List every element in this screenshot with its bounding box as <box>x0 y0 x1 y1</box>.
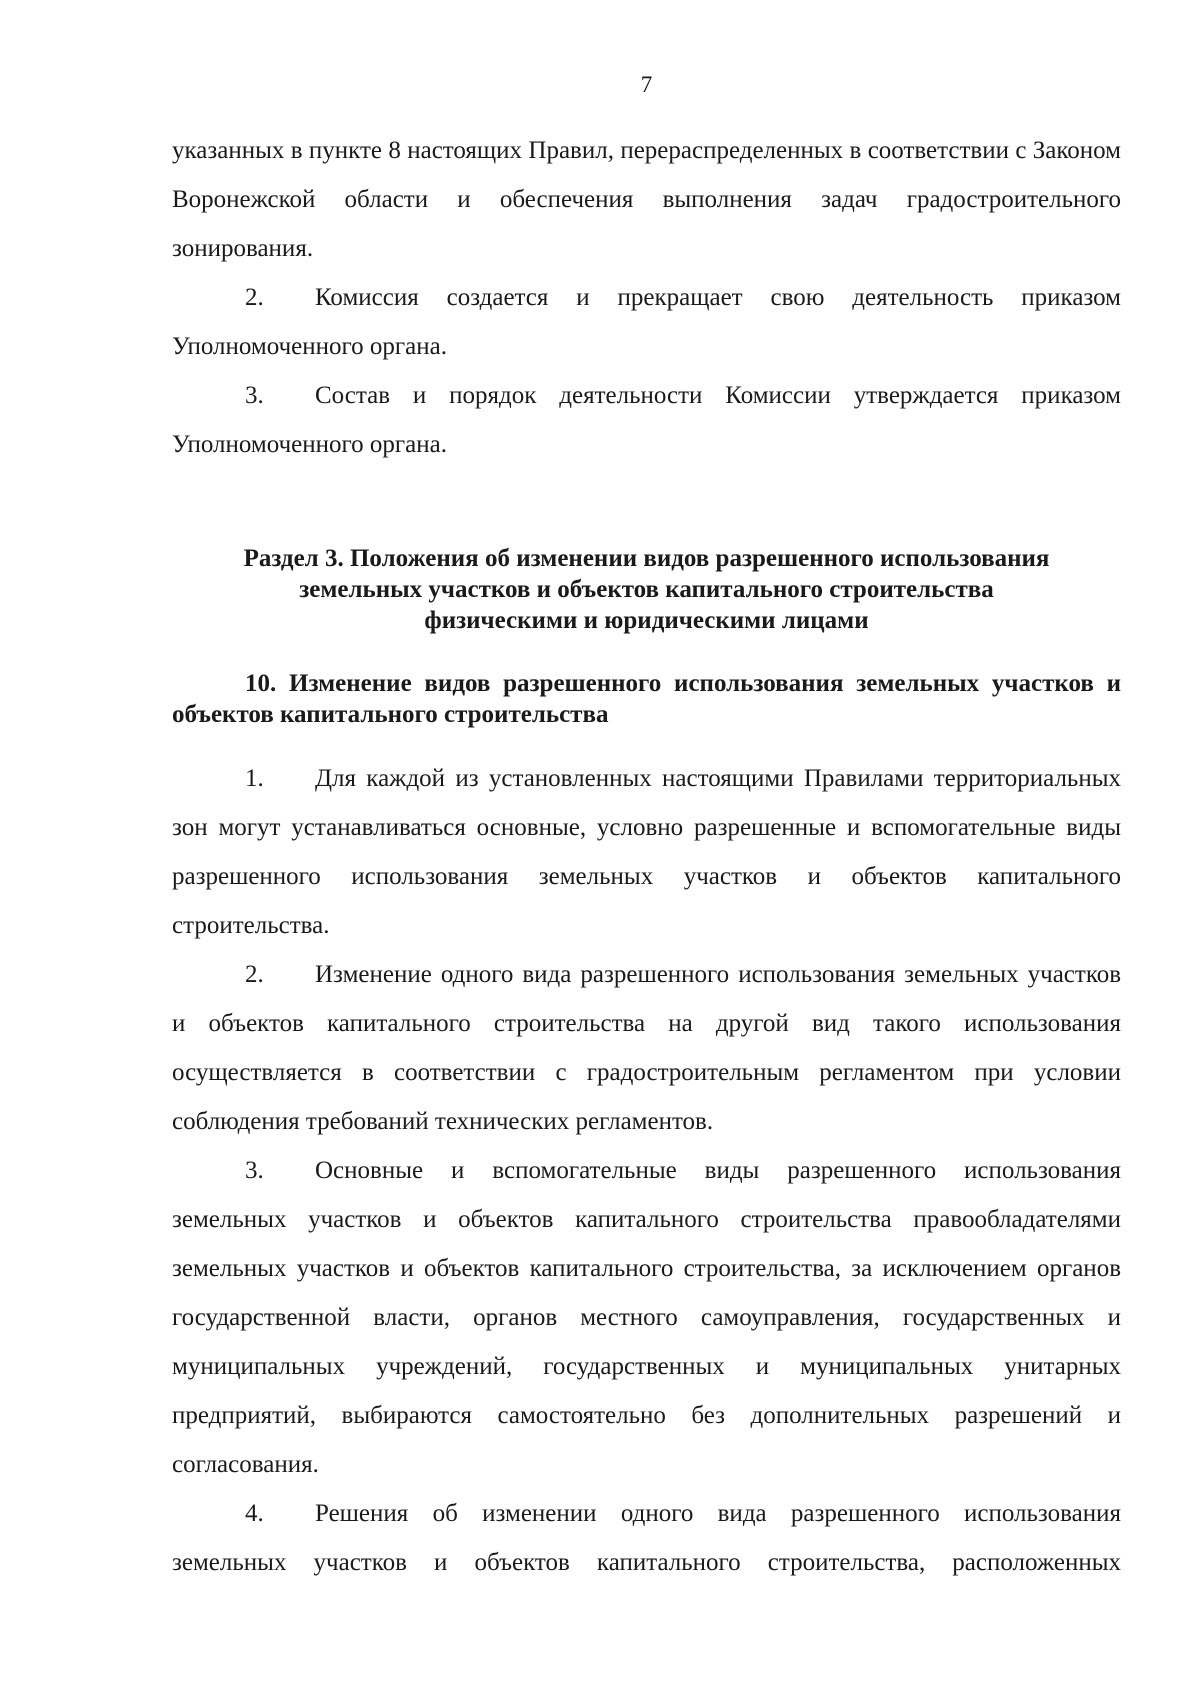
article-title: 10. Изменение видов разрешенного использования земельных участков и объектов капитального строительства <box>172 670 1121 728</box>
document-body <box>172 126 1121 1587</box>
article-item-2 <box>172 950 1121 1146</box>
section-title: Раздел 3. Положения об изменении видов разрешенного использования земельных участков и объектов капитального строительства физическими и юридическими лицами <box>243 545 1050 634</box>
item-number: 4. <box>245 1500 264 1527</box>
item-text: Решения об изменении одного вида разрешенного использования земельных участков и объектов капитального строительства, расположенных <box>172 1500 1121 1576</box>
item-number: 3. <box>245 382 264 409</box>
item-number: 3. <box>245 1157 264 1184</box>
intro-paragraph: указанных в пункте 8 настоящих Правил, перераспределенных в соответствии с Законом Воронежской области и обеспечения выполнения задач градостроительного зонирования. <box>172 137 1121 262</box>
item-number: 2. <box>245 961 264 988</box>
item-text: Комиссия создается и прекращает свою деятельность приказом Уполномоченного органа. <box>172 284 1121 360</box>
item-text: Состав и порядок деятельности Комиссии утверждается приказом Уполномоченного органа. <box>172 382 1121 458</box>
article-item-1 <box>172 754 1121 950</box>
page-number: 7 <box>640 72 653 97</box>
item-text: Для каждой из установленных настоящими Правилами территориальных зон могут устанавливаться основные, условно разрешенные и вспомогательные виды разрешенного использования земельных участков и объектов капитального строительства. <box>172 765 1121 939</box>
commission-item-2 <box>172 273 1121 371</box>
item-number: 1. <box>245 765 264 792</box>
article-item-3 <box>172 1146 1121 1489</box>
article-item-4 <box>172 1489 1121 1587</box>
commission-item-3 <box>172 371 1121 469</box>
item-text: Основные и вспомогательные виды разрешенного использования земельных участков и объектов капитального строительства правообладателями земельных участков и объектов капитального строительства, за исключением органов государственной власти, органов местного самоуправления, государственных и муниципальных учреждений, государственных и муниципальных унитарных предприятий, выбираются самостоятельно без дополнительных разрешений и согласования. <box>172 1157 1121 1478</box>
item-text: Изменение одного вида разрешенного использования земельных участков и объектов капитального строительства на другой вид такого использования осуществляется в соответствии с градостроительным регламентом при условии соблюдения требований технических регламентов. <box>172 961 1121 1135</box>
item-number: 2. <box>245 284 264 311</box>
